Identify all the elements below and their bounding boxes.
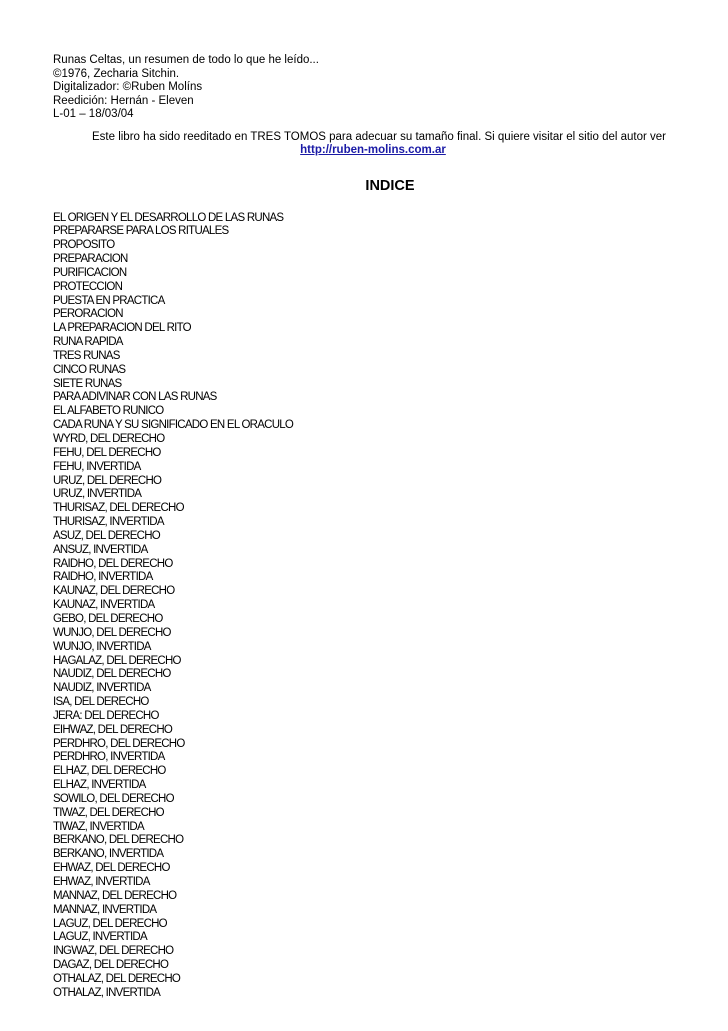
index-entry: EL ORIGEN Y EL DESARROLLO DE LAS RUNAS — [53, 211, 284, 224]
index-entry: PERDHRO, INVERTIDA — [53, 751, 165, 764]
index-entry: PURIFICACION — [53, 266, 127, 279]
index-entry: GEBO, DEL DERECHO — [53, 612, 163, 625]
index-entry: OTHALAZ, INVERTIDA — [53, 986, 161, 999]
index-entry: TRES RUNAS — [53, 349, 120, 362]
index-entry: MANNAZ, INVERTIDA — [53, 903, 157, 916]
index-entry: EIHWAZ, DEL DERECHO — [53, 723, 173, 736]
index-entry: FEHU, INVERTIDA — [53, 460, 141, 473]
index-entry: WUNJO, INVERTIDA — [53, 640, 151, 653]
code-date-line: L-01 – 18/03/04 — [53, 108, 134, 120]
index-entry: PROPOSITO — [53, 239, 115, 252]
index-entry: SIETE RUNAS — [53, 377, 122, 390]
index-entry: NAUDIZ, INVERTIDA — [53, 682, 151, 695]
author-site-link[interactable]: http://ruben-molins.com.ar — [300, 144, 446, 156]
index-entry: KAUNAZ, INVERTIDA — [53, 599, 155, 612]
index-entry: LAGUZ, INVERTIDA — [53, 931, 147, 944]
index-entry: WYRD, DEL DERECHO — [53, 433, 165, 445]
book-title-line: Runas Celtas, un resumen de todo lo que he leído... — [53, 54, 319, 66]
index-entry: PROTECCION — [53, 280, 123, 293]
copyright-line: ©1976, Zecharia Sitchin. — [53, 67, 180, 80]
index-entry: OTHALAZ, DEL DERECHO — [53, 972, 181, 985]
index-list — [53, 212, 693, 1001]
intro-text: Este libro ha sido reeditado en TRES TOMOS para adecuar su tamaño final. Si quiere visitar el sitio del autor ver — [91, 130, 667, 143]
index-entry: INGWAZ, DEL DERECHO — [53, 945, 174, 958]
index-entry: WUNJO, DEL DERECHO — [53, 626, 171, 639]
index-entry: EHWAZ, INVERTIDA — [53, 876, 150, 888]
index-entry: EL ALFABETO RUNICO — [53, 405, 164, 418]
index-heading: INDICE — [365, 177, 415, 194]
index-entry: FEHU, DEL DERECHO — [53, 446, 161, 459]
index-entry: LAGUZ, DEL DERECHO — [53, 917, 167, 930]
index-entry: PREPARARSE PARA LOS RITUALES — [53, 225, 229, 238]
index-entry: JERA: DEL DERECHO — [53, 709, 159, 722]
index-entry: RAIDHO, DEL DERECHO — [53, 557, 173, 570]
index-entry: THURISAZ, DEL DERECHO — [53, 502, 184, 515]
index-entry: BERKANO, INVERTIDA — [53, 848, 164, 861]
index-entry: RAIDHO, INVERTIDA — [53, 571, 153, 584]
reedition-line: Reedición: Hernán - Eleven — [53, 94, 194, 107]
index-entry: PARA ADIVINAR CON LAS RUNAS — [53, 391, 217, 404]
index-entry: URUZ, DEL DERECHO — [53, 474, 162, 487]
index-entry: URUZ, INVERTIDA — [53, 488, 142, 501]
digitizer-line: Digitalizador: ©Ruben Molíns — [53, 81, 203, 93]
index-entry: ASUZ, DEL DERECHO — [53, 529, 160, 542]
index-entry: TIWAZ, DEL DERECHO — [53, 806, 164, 819]
index-entry: NAUDIZ, DEL DERECHO — [53, 668, 171, 681]
index-entry: ISA, DEL DERECHO — [53, 696, 149, 709]
index-entry: BERKANO, DEL DERECHO — [53, 834, 184, 847]
index-entry: TIWAZ, INVERTIDA — [53, 820, 144, 833]
index-entry: PERORACION — [53, 308, 123, 321]
index-entry: THURISAZ, INVERTIDA — [53, 516, 164, 529]
index-entry: KAUNAZ, DEL DERECHO — [53, 585, 175, 598]
index-entry: DAGAZ, DEL DERECHO — [53, 959, 169, 972]
index-entry: ANSUZ, INVERTIDA — [53, 543, 148, 556]
index-entry: SOWILO, DEL DERECHO — [53, 792, 174, 805]
index-entry: MANNAZ, DEL DERECHO — [53, 889, 177, 902]
page-content — [53, 54, 693, 1001]
index-entry: PUESTA EN PRACTICA — [53, 294, 165, 307]
index-entry: CADA RUNA Y SU SIGNIFICADO EN EL ORACULO — [53, 419, 294, 432]
intro-paragraph — [53, 131, 693, 158]
index-entry: EHWAZ, DEL DERECHO — [53, 862, 170, 875]
index-entry: PERDHRO, DEL DERECHO — [53, 737, 185, 750]
index-entry: CINCO RUNAS — [53, 363, 126, 376]
index-entry: RUNA RAPIDA — [53, 336, 123, 349]
index-entry: HAGALAZ, DEL DERECHO — [53, 654, 181, 667]
index-entry: ELHAZ, INVERTIDA — [53, 779, 146, 792]
document-header — [53, 54, 693, 122]
index-entry: PREPARACION — [53, 253, 128, 266]
index-entry: ELHAZ, DEL DERECHO — [53, 765, 166, 778]
index-entry: LA PREPARACION DEL RITO — [53, 322, 191, 335]
